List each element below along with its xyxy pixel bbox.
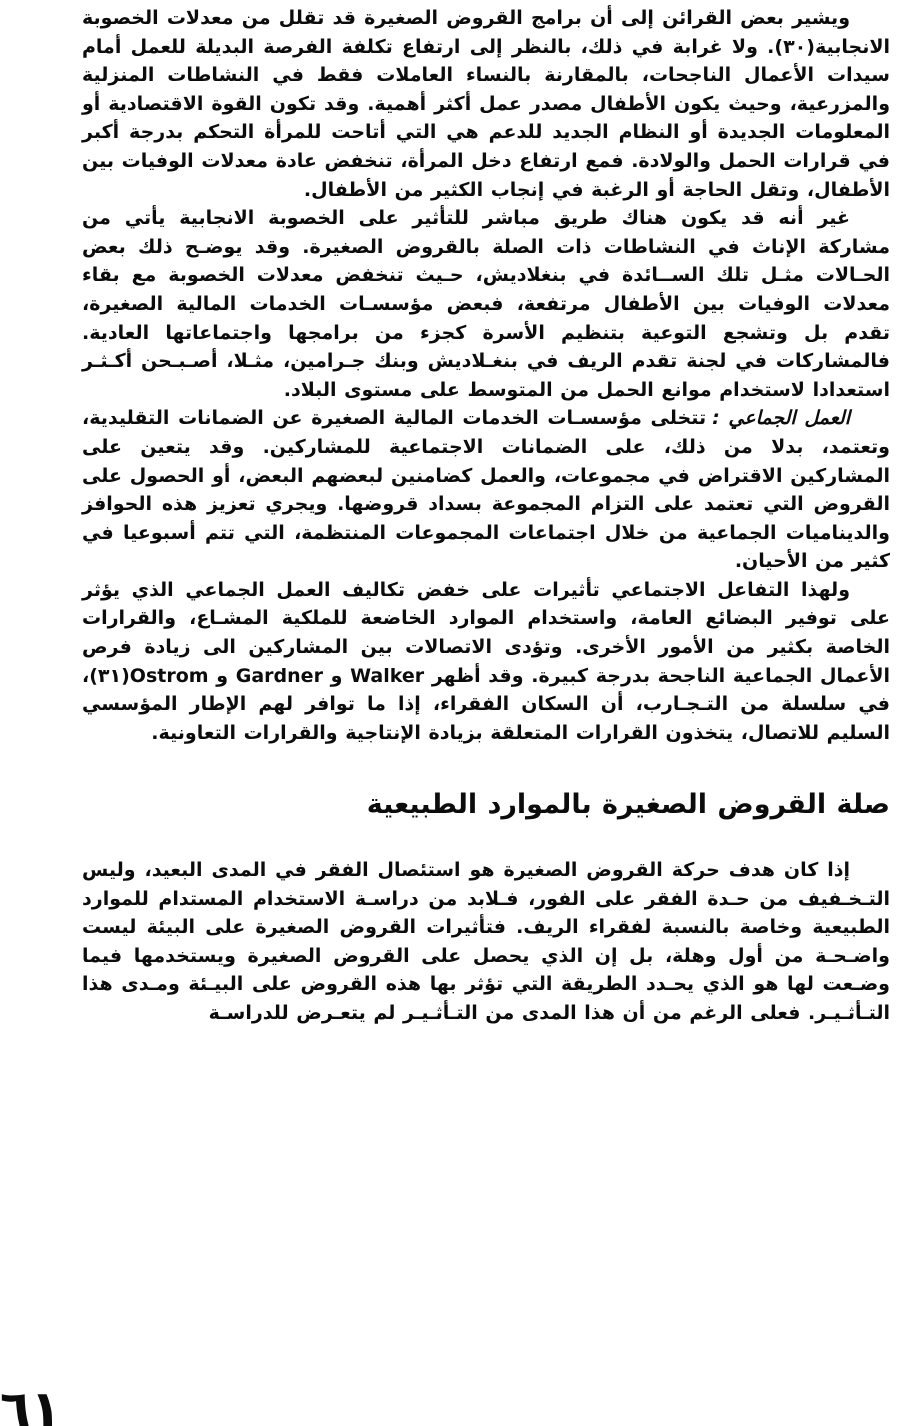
paragraph: إذا كان هدف حركة القروض الصغيرة هو استئصال الفقر في المدى البعيد، وليس التـخـفيف من حـدة الفقر على الفور، فـلابد من دراسـة الاستخدام المستدام للموارد الطبيعية وخاصة بالنسبة لفقراء الريف. فتأثيرات القروض الصغيرة على البيئة ليست واضـحـة من أول وهلة، بل إن الذي يحصل على القروض الصغيرة ويستخدمها فيما وضـعت لها هو الذي يحـدد الطريقة التي تؤثر بها هذه القروض على البيـئة ومـدى هذا التـأثـيـر. فعلى الرغم من أن هذا المدى من التـأثـيـر لم يتعـرض للدراسـة [82, 859, 890, 1024]
section-body [82, 856, 890, 1028]
paragraph: ويشير بعض القرائن إلى أن برامج القروض الصغيرة قد تقلل من معدلات الخصوبة الانجابية(٣٠). ولا غرابة في ذلك، بالنظر إلى ارتفاع تكلفة الفرصة البديلة للعمل أمام سيدات الأعمال الناجحات، بالمقارنة بالنساء العاملات فقط في النشاطات المنزلية والمزرعية، وحيث يكون الأطفال مصدر عمل أكثر أهمية. وقد تكون القوة الاقتصادية أو المعلومات الجديدة أو النظام الجديد للدعم هي التي أتاحت للمرأة التحكم بدرجة أكبر في قرارات الحمل والولادة. فمع ارتفاع دخل المرأة، تنخفض عادة معدلات الوفيات بين الأطفال، وتقل الحاجة أو الرغبة في إنجاب الكثير من الأطفال. [82, 7, 890, 201]
paragraph: غير أنه قد يكون هناك طريق مباشر للتأثير على الخصوبة الانجابية يأتي من مشاركة الإناث في النشاطات ذات الصلة بالقروض الصغيرة. وقد يوضـح ذلك بعض الحـالات مثـل تلك الســائدة في بنغلاديش، حـيث تنخفض معدلات الخصوبة مع بقاء معدلات الوفيات بين الأطفال مرتفعة، فبعض مؤسسـات الخدمات المالية الصغيرة، تقدم بل وتشجع التوعية بتنظيم الأسرة كجزء من برامجها واجتماعاتها العادية. فالمشاركات في لجنة تقدم الريف في بنغـلاديش وبنك جـرامين، مثـلا، أصـبـحن أكـثـر استعدادا لاستخدام موانع الحمل من المتوسط على مستوى البلاد. [82, 207, 890, 401]
paragraph: ولهذا التفاعل الاجتماعي تأثيرات على خفض تكاليف العمل الجماعي الذي يؤثر على توفير البضائع العامة، واستخدام الموارد الخاضعة للملكية المشـاع، والقرارات الخاصة بكثير من الأمور الأخرى. وتؤدى الاتصالات بين المشاركين الى زيادة فرص الأعمال الجماعية الناجحة بدرجة كبيرة. وقد أظهر Walker و Gardner و Ostrom(٣١)، في سلسلة من التـجـارب، أن السكان الفقراء، إذا ما توافر لهم الإطار المؤسسي السليم للاتصال، يتخذون القرارات المتعلقة بزيادة الإنتاجية والقرارات التعاونية. [82, 578, 890, 744]
page-number: ٦١ [0, 1380, 62, 1426]
paragraph-group-lending [82, 404, 890, 576]
paragraph-lead-term: العمل الجماعي : [712, 407, 850, 430]
section-heading: صلة القروض الصغيرة بالموارد الطبيعية [366, 789, 890, 821]
paragraph-body: تتخلى مؤسسـات الخدمات المالية الصغيرة عن الضمانات التقليدية، وتعتمد، بدلا من ذلك، على الضمانات الاجتماعية للمشاركين. وقد يتعين على المشاركين الاقتراض في مجموعات، والعمل كضامنين لبعضهم البعض، أو الحصول على القروض التي تعتمد على التزام المجموعة بسداد قروضها. ويجري تعزيز هذه الحوافز والديناميات الجماعية من خلال اجتماعات المجموعات المنتظمة، التي تتم أسبوعيا في كثير من الأحيان. [82, 407, 890, 573]
